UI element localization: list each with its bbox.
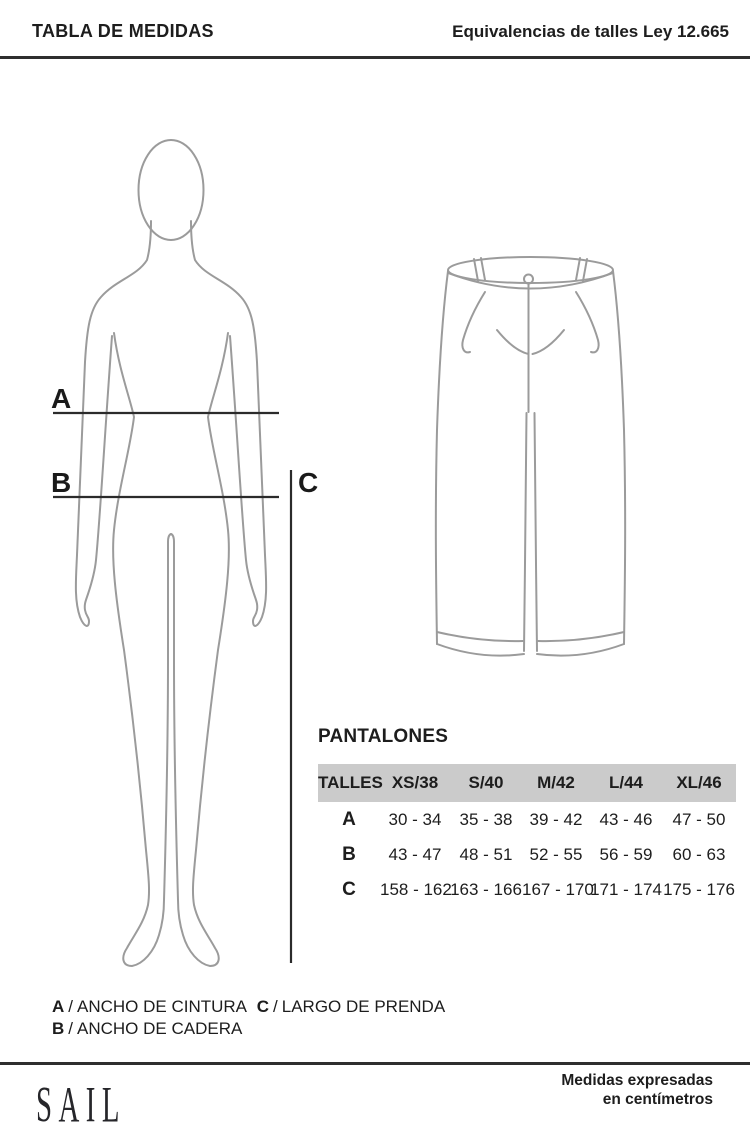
size-table (318, 726, 736, 907)
measurement-label-b: B (51, 467, 72, 498)
column-header-s: S/40 (468, 773, 504, 792)
cell-value: 171 - 174 (590, 879, 662, 899)
cell-value: 35 - 38 (459, 809, 513, 829)
units-note-line2: en centímetros (602, 1091, 713, 1108)
legend-item-b: B / ANCHO DE CADERA (52, 1019, 243, 1038)
cell-value: 60 - 63 (672, 844, 726, 864)
column-header-talles: TALLES (318, 773, 383, 792)
legend-row-1 (52, 996, 445, 1018)
legend-item-a: A / ANCHO DE CINTURA (52, 997, 248, 1016)
cell-value: 47 - 50 (672, 809, 726, 829)
cell-value: 158 - 162 (380, 879, 452, 899)
units-note (561, 1071, 713, 1109)
column-header-xl: XL/46 (676, 773, 722, 792)
measurement-label-a: A (51, 383, 72, 414)
column-header-l: L/44 (608, 773, 644, 792)
table-row-c (318, 872, 736, 907)
cell-value: 43 - 46 (599, 809, 653, 829)
row-label: B (342, 843, 356, 865)
row-label: A (342, 808, 356, 830)
page-title: TABLA DE MEDIDAS (32, 21, 214, 41)
size-table-header-row (318, 764, 736, 802)
units-note-line1: Medidas expresadas (561, 1072, 713, 1089)
footer-rule (0, 1062, 750, 1065)
size-table-title: PANTALONES (318, 726, 449, 747)
cell-value: 163 - 166 (450, 879, 522, 899)
cell-value: 43 - 47 (388, 844, 442, 864)
cell-value: 52 - 55 (529, 844, 583, 864)
row-label: C (342, 878, 356, 900)
table-row-a (318, 802, 736, 837)
brand-logo: SAIL (36, 1075, 126, 1125)
column-header-m: M/42 (537, 773, 575, 792)
cell-value: 39 - 42 (529, 809, 583, 829)
legend-item-c: C / LARGO DE PRENDA (256, 997, 446, 1016)
header-subtitle: Equivalencias de talles Ley 12.665 (452, 22, 729, 41)
table-row-b (318, 837, 736, 872)
size-table-grid (318, 764, 736, 907)
cell-value: 56 - 59 (599, 844, 653, 864)
measurement-legend (52, 996, 445, 1040)
column-header-xs: XS/38 (391, 773, 439, 792)
cell-value: 167 - 170 (522, 879, 594, 899)
cell-value: 175 - 176 (663, 879, 735, 899)
measurement-label-c: C (298, 467, 319, 498)
cell-value: 30 - 34 (388, 809, 442, 829)
legend-row-2 (52, 1018, 445, 1040)
cell-value: 48 - 51 (459, 844, 513, 864)
